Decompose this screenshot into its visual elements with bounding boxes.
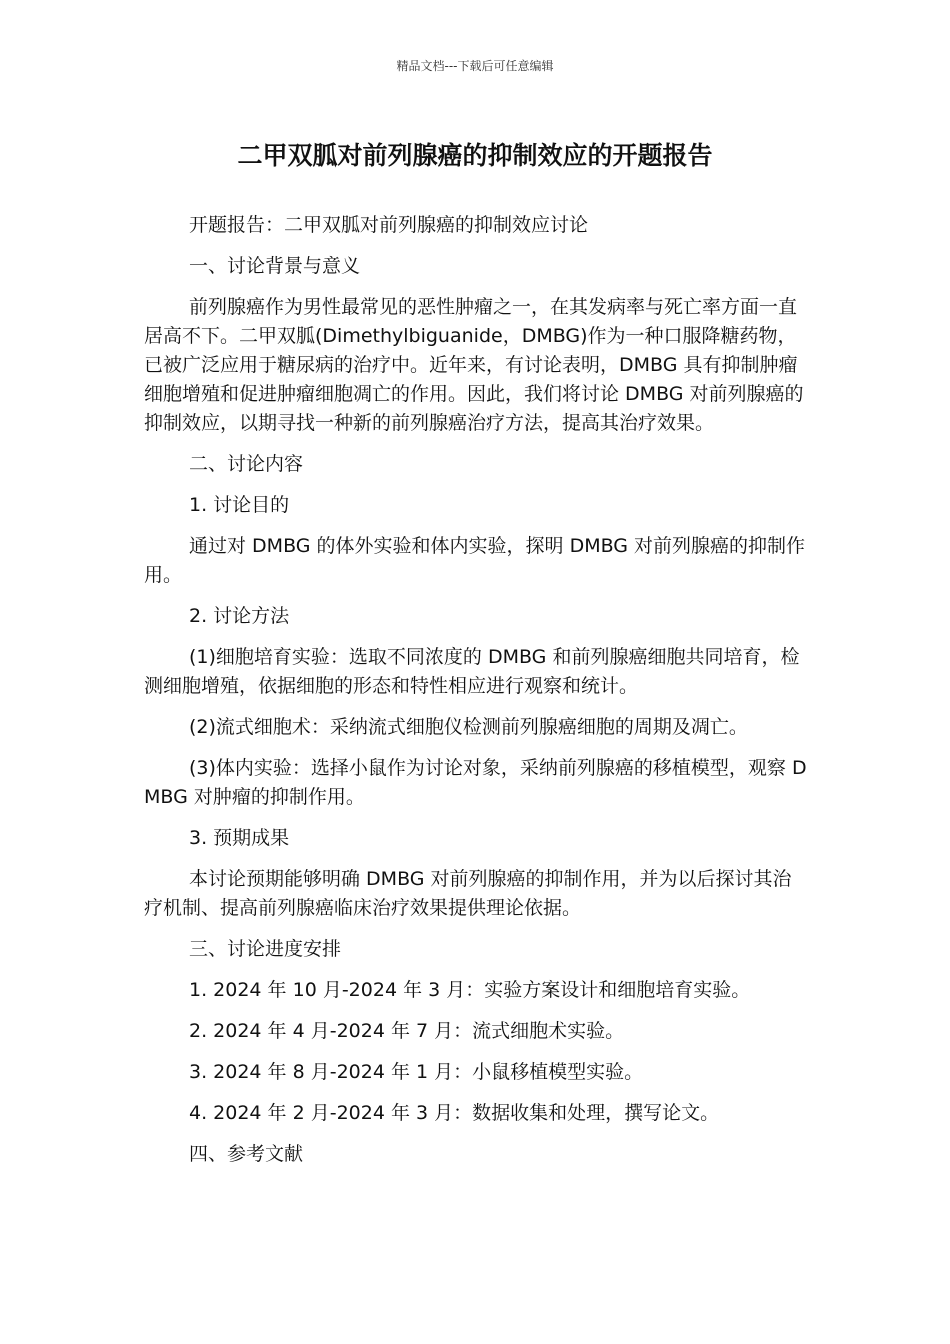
schedule-item-1: 1. 2024 年 10 月-2024 年 3 月：实验方案设计和细胞培育实验。 bbox=[189, 979, 751, 1001]
heading-content: 二、讨论内容 bbox=[189, 453, 304, 475]
heading-background: 一、讨论背景与意义 bbox=[189, 255, 361, 277]
paragraph-background: 前列腺癌作为男性最常见的恶性肿瘤之一，在其发病率与死亡率方面一直居高不下。二甲双胍(Dimethylbiguanide，DMBG)作为一种口服降糖药物，已被广泛应用于糖尿病的治疗中。近年来，有讨论表明，DMBG 具有抑制肿瘤细胞增殖和促进肿瘤细胞凋亡的作用。因此，我们将讨论 DMBG 对前列腺癌的抑制效应，以期寻找一种新的前列腺癌治疗方法，提高其治疗效果。 bbox=[144, 296, 804, 434]
schedule-item-4: 4. 2024 年 2 月-2024 年 3 月：数据收集和处理，撰写论文。 bbox=[189, 1102, 720, 1124]
paragraph-expected-results: 本讨论预期能够明确 DMBG 对前列腺癌的抑制作用，并为以后探讨其治疗机制、提高前列腺癌临床治疗效果提供理论依据。 bbox=[144, 868, 792, 919]
paragraph-purpose: 通过对 DMBG 的体外实验和体内实验，探明 DMBG 对前列腺癌的抑制作用。 bbox=[144, 535, 806, 586]
document-title: 二甲双胍对前列腺癌的抑制效应的开题报告 bbox=[237, 141, 713, 170]
subheading-purpose: 1. 讨论目的 bbox=[189, 494, 290, 516]
heading-schedule: 三、讨论进度安排 bbox=[189, 938, 342, 960]
schedule-item-2: 2. 2024 年 4 月-2024 年 7 月：流式细胞术实验。 bbox=[189, 1020, 625, 1042]
document-body bbox=[144, 211, 808, 1181]
paragraph-report-subtitle: 开题报告：二甲双胍对前列腺癌的抑制效应讨论 bbox=[189, 214, 589, 236]
subheading-methods: 2. 讨论方法 bbox=[189, 605, 290, 627]
paragraph-method-1: (1)细胞培育实验：选取不同浓度的 DMBG 和前列腺癌细胞共同培育，检测细胞增殖，依据细胞的形态和特性相应进行观察和统计。 bbox=[144, 646, 800, 697]
paragraph-method-3: (3)体内实验：选择小鼠作为讨论对象，采纳前列腺癌的移植模型，观察 DMBG 对肿瘤的抑制作用。 bbox=[144, 757, 807, 808]
header-note: 精品文档---下载后可任意编辑 bbox=[396, 59, 554, 73]
heading-references: 四、参考文献 bbox=[189, 1143, 304, 1165]
subheading-expected-results: 3. 预期成果 bbox=[189, 827, 290, 849]
schedule-item-3: 3. 2024 年 8 月-2024 年 1 月：小鼠移植模型实验。 bbox=[189, 1061, 644, 1083]
paragraph-method-2: (2)流式细胞术：采纳流式细胞仪检测前列腺癌细胞的周期及凋亡。 bbox=[189, 716, 748, 738]
